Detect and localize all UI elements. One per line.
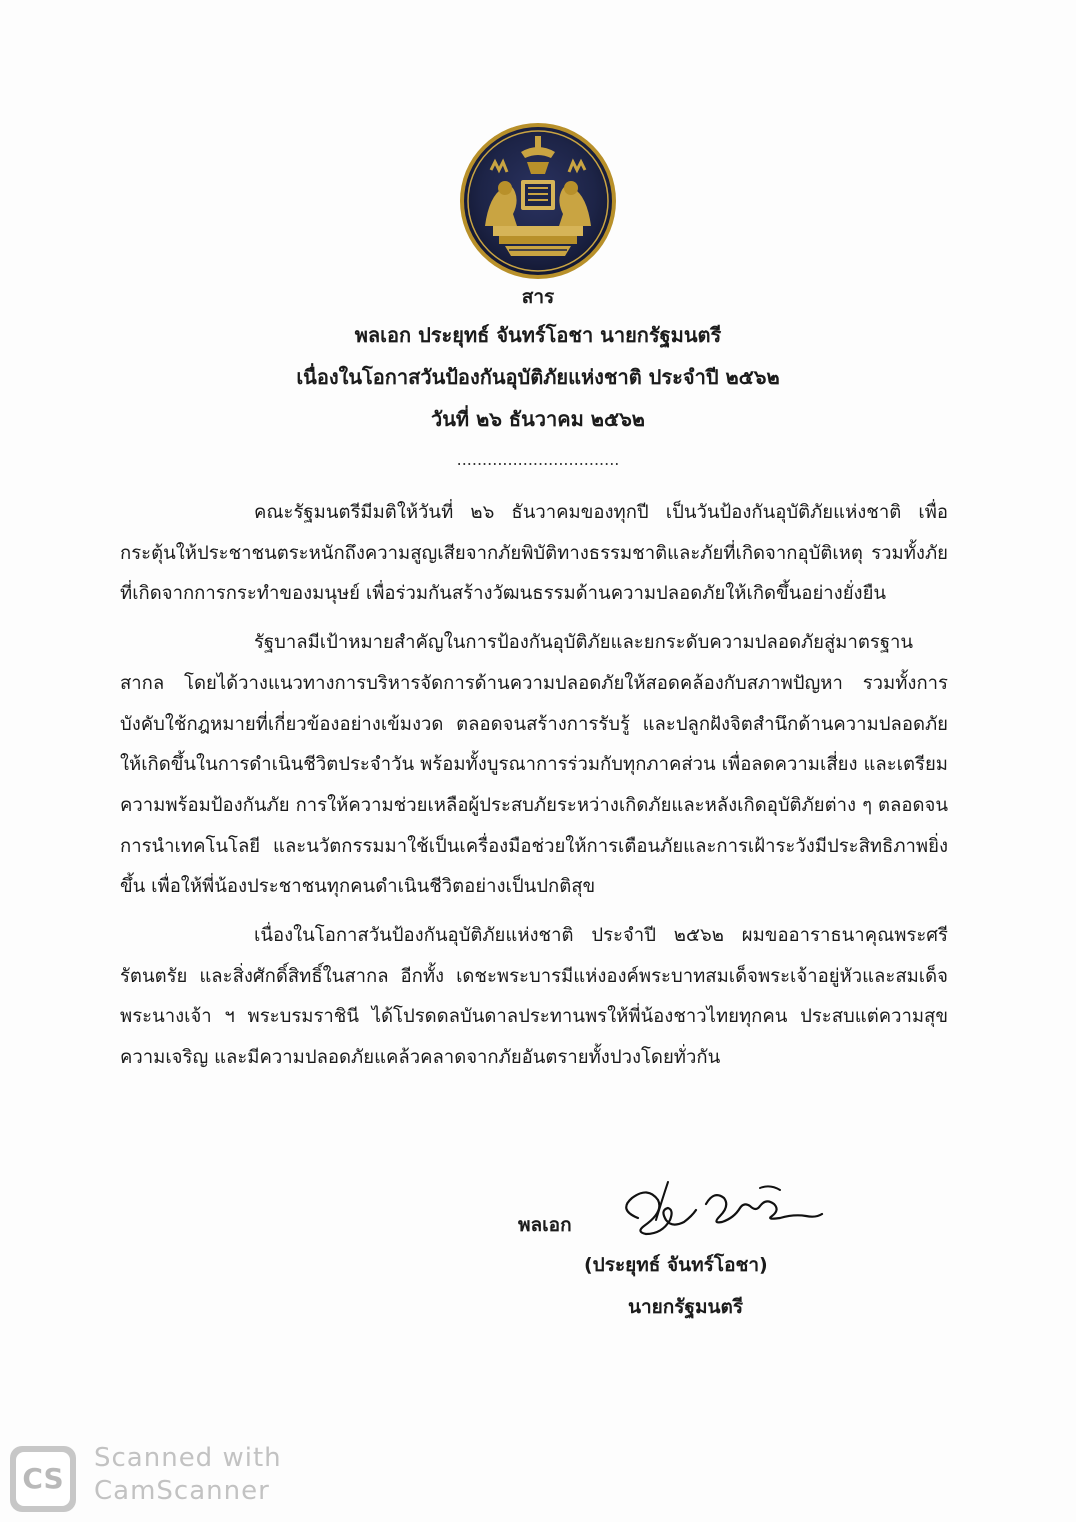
message-header	[0, 280, 1076, 440]
signature-name: (ประยุทธ์ จันทร์โอชา)	[584, 1254, 768, 1276]
message-sender: พลเอก ประยุทธ์ จันทร์โอชา นายกรัฐมนตรี	[354, 323, 722, 347]
signature-rank: พลเอก	[518, 1214, 572, 1236]
camscanner-caption	[94, 1442, 282, 1508]
camscanner-watermark	[10, 1440, 310, 1515]
header-separator: ................................	[456, 450, 620, 469]
watermark-line-1: Scanned with	[94, 1443, 282, 1473]
handwritten-signature	[610, 1180, 835, 1245]
message-date: วันที่ ๒๖ ธันวาคม ๒๕๖๒	[431, 407, 645, 431]
camscanner-logo-text: CS	[16, 1452, 70, 1506]
camscanner-logo-icon	[10, 1446, 76, 1512]
message-body	[120, 493, 948, 1087]
watermark-line-2: CamScanner	[94, 1476, 270, 1506]
signature-block	[500, 1180, 880, 1330]
paragraph-2: รัฐบาลมีเป้าหมายสำคัญในการป้องกันอุบัติภัยและยกระดับความปลอดภัยสู่มาตรฐานสากล โดยได้วางแนวทางการบริหารจัดการด้านความปลอดภัยให้สอดคล้องกับสภาพปัญหา รวมทั้งการบังคับใช้กฎหมายที่เกี่ยวข้องอย่างเข้มงวด ตลอดจนสร้างการรับรู้ และปลูกฝังจิตสำนึกด้านความปลอดภัยให้เกิดขึ้นในการดำเนินชีวิตประจำวัน พร้อมทั้งบูรณาการร่วมกับทุกภาคส่วน เพื่อลดความเสี่ยง และเตรียมความพร้อมป้องกันภัย การให้ความช่วยเหลือผู้ประสบภัยระหว่างเกิดภัยและหลังเกิดอุบัติภัยต่าง ๆ ตลอดจนการนำเทคโนโลยี และนวัตกรรมมาใช้เป็นเครื่องมือช่วยให้การเตือนภัยและการเฝ้าระวังมีประสิทธิภาพยิ่งขึ้น เพื่อให้พี่น้องประชาชนทุกคนดำเนินชีวิตอย่างเป็นปกติสุข	[120, 632, 948, 898]
message-occasion: เนื่องในโอกาสวันป้องกันอุบัติภัยแห่งชาติ ประจำปี ๒๕๖๒	[296, 365, 780, 389]
message-kind: สาร	[521, 286, 555, 308]
government-seal-emblem	[459, 122, 617, 280]
signature-title: นายกรัฐมนตรี	[628, 1296, 744, 1318]
paragraph-3: เนื่องในโอกาสวันป้องกันอุบัติภัยแห่งชาติ ประจำปี ๒๕๖๒ ผมขออาราธนาคุณพระศรีรัตนตรัย และสิ่งศักดิ์สิทธิ์ในสากล อีกทั้ง เดชะพระบารมีแห่งองค์พระบาทสมเด็จพระเจ้าอยู่หัวและสมเด็จพระนางเจ้า ฯ พระบรมราชินี ได้โปรดดลบันดาลประทานพรให้พี่น้องชาวไทยทุกคน ประสบแต่ความสุข ความเจริญ และมีความปลอดภัยแคล้วคลาดจากภัยอันตรายทั้งปวงโดยทั่วกัน	[120, 925, 948, 1069]
paragraph-1: คณะรัฐมนตรีมีมติให้วันที่ ๒๖ ธันวาคมของทุกปี เป็นวันป้องกันอุบัติภัยแห่งชาติ เพื่อกระตุ้นให้ประชาชนตระหนักถึงความสูญเสียจากภัยพิบัติทางธรรมชาติและภัยที่เกิดจากอุบัติเหตุ รวมทั้งภัยที่เกิดจากการกระทำของมนุษย์ เพื่อร่วมกันสร้างวัฒนธรรมด้านความปลอดภัยให้เกิดขึ้นอย่างยั่งยืน	[120, 502, 948, 605]
